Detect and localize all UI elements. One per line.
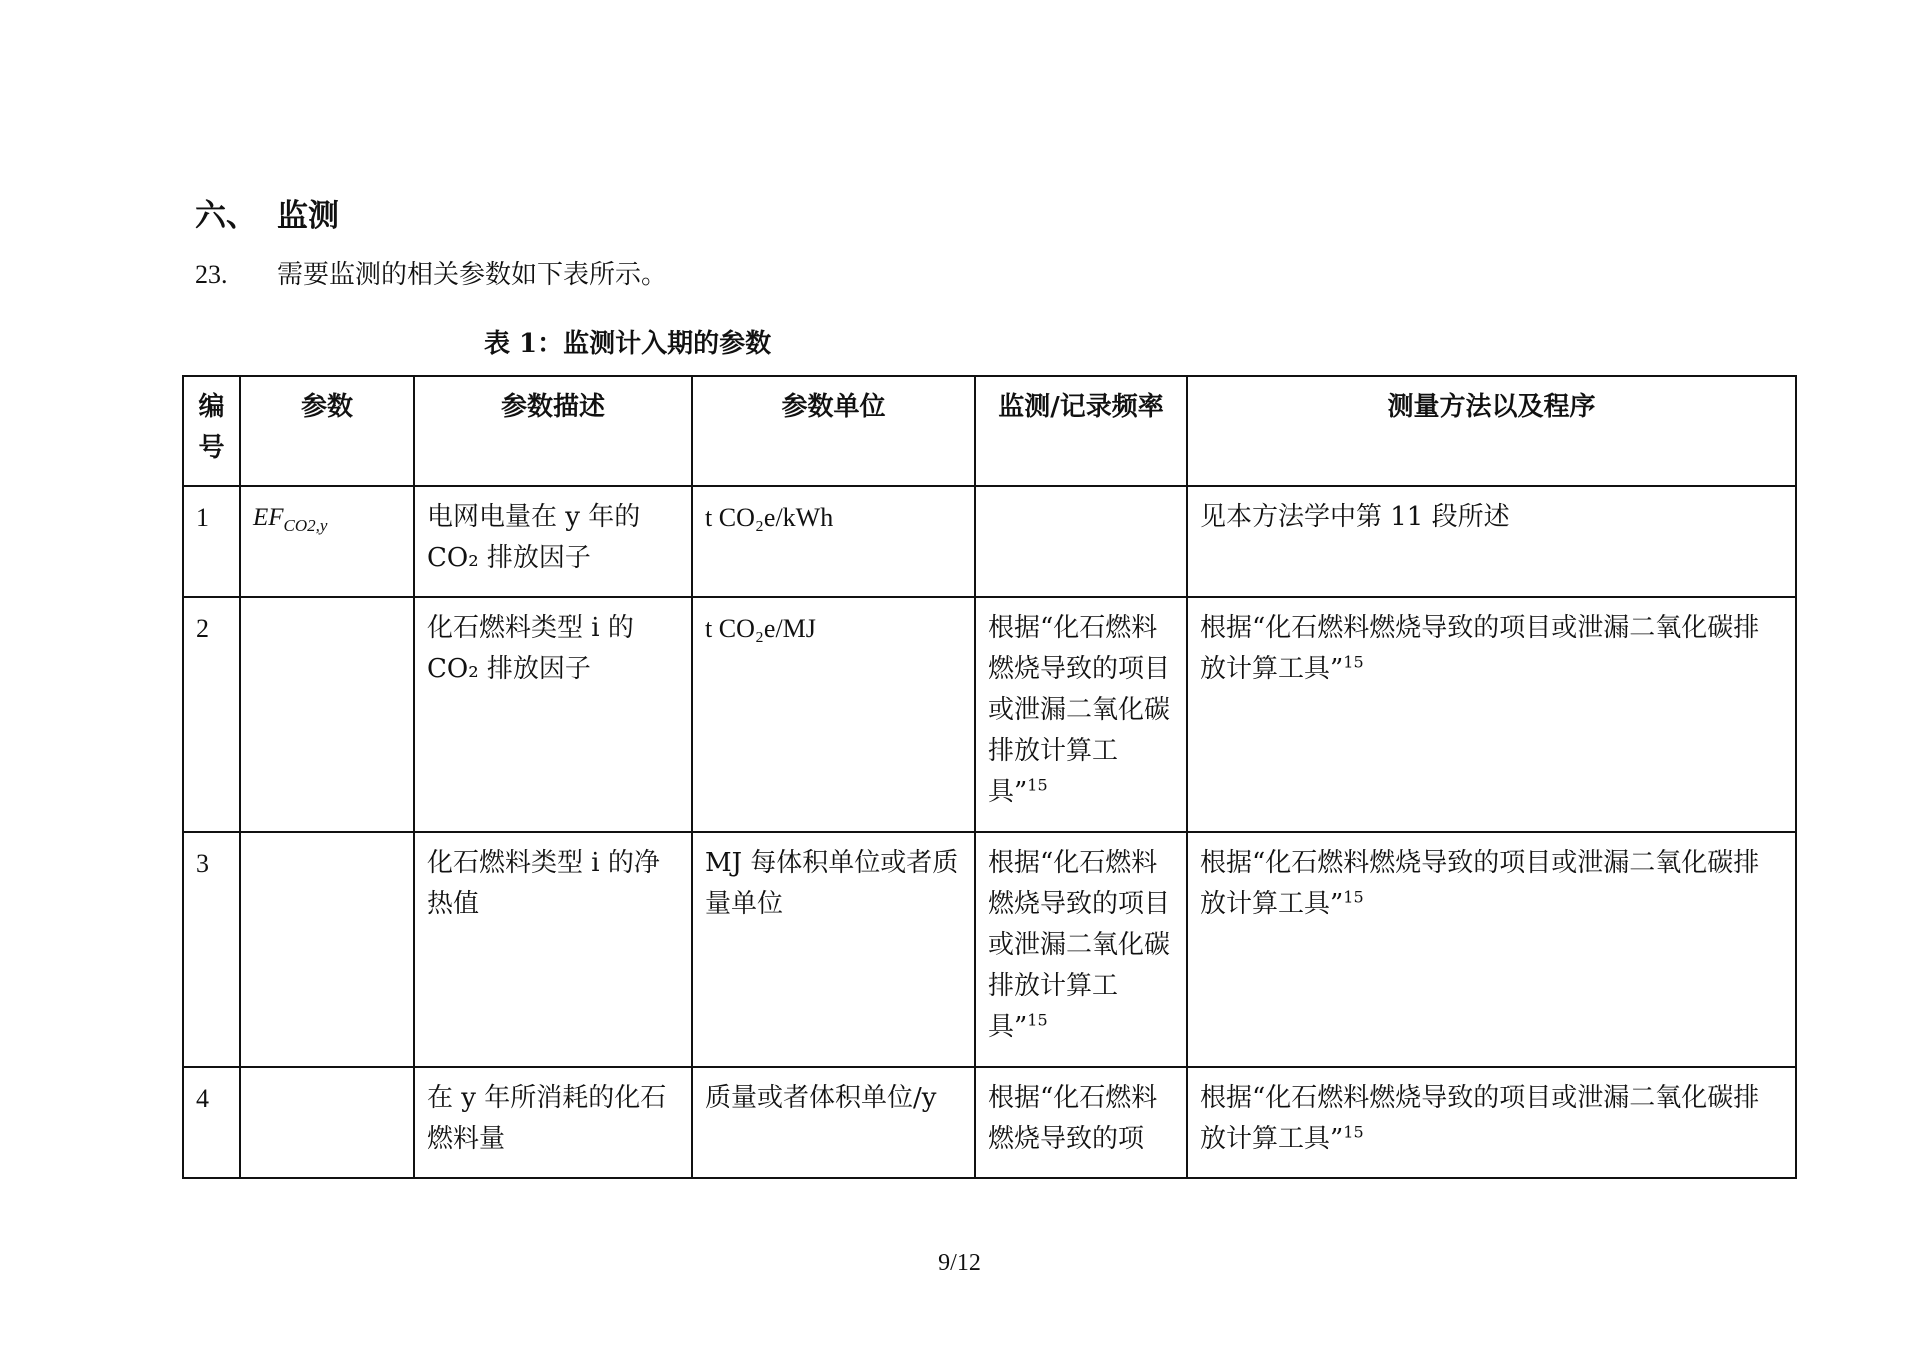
- footnote-ref[interactable]: 15: [1027, 775, 1048, 795]
- cell-unit: MJ 每体积单位或者质量单位: [692, 832, 975, 1067]
- header-description: 参数描述: [414, 376, 692, 486]
- table-caption: 表 1：监测计入期的参数: [484, 329, 772, 359]
- cell-method: [1187, 1067, 1796, 1178]
- cell-method: [1187, 832, 1796, 1067]
- cell-description: 在 y 年所消耗的化石燃料量: [414, 1067, 692, 1178]
- parameter-symbol: [253, 504, 328, 535]
- cell-number: 4: [183, 1067, 240, 1178]
- cell-number: 1: [183, 486, 240, 597]
- cell-parameter: [240, 597, 414, 832]
- footnote-ref[interactable]: 15: [1343, 1122, 1364, 1142]
- header-number-label: 编号: [198, 392, 225, 463]
- footnote-ref[interactable]: 15: [1027, 1010, 1048, 1030]
- paragraph-number: 23.: [195, 260, 228, 289]
- table-row: [183, 1067, 1796, 1178]
- method-text: 根据“化石燃料燃烧导致的项目或泄漏二氧化碳排放计算工具”: [1200, 848, 1760, 919]
- header-method: 测量方法以及程序: [1187, 376, 1796, 486]
- header-parameter: 参数: [240, 376, 414, 486]
- method-text: 根据“化石燃料燃烧导致的项目或泄漏二氧化碳排放计算工具”: [1200, 613, 1760, 684]
- section-heading: [195, 196, 339, 236]
- cell-frequency: [975, 597, 1187, 832]
- cell-description: 化石燃料类型 i 的净热值: [414, 832, 692, 1067]
- footnote-ref[interactable]: 15: [1343, 652, 1364, 672]
- cell-description: 电网电量在 y 年的 CO₂ 排放因子: [414, 486, 692, 597]
- cell-frequency: [975, 486, 1187, 597]
- parameter-base: EF: [253, 504, 284, 531]
- cell-frequency: [975, 832, 1187, 1067]
- footnote-ref[interactable]: 15: [1343, 887, 1364, 907]
- cell-unit: 质量或者体积单位/y: [692, 1067, 975, 1178]
- cell-method: 见本方法学中第 11 段所述: [1187, 486, 1796, 597]
- section-title: 监测: [277, 198, 339, 234]
- cell-parameter: [240, 1067, 414, 1178]
- paragraph-text: 需要监测的相关参数如下表所示。: [277, 260, 668, 290]
- section-number: 六、: [195, 198, 257, 234]
- header-number: [183, 376, 240, 486]
- cell-number: 2: [183, 597, 240, 832]
- cell-unit: t CO₂e/MJ: [692, 597, 975, 832]
- cell-parameter: [240, 486, 414, 597]
- cell-description: 化石燃料类型 i 的 CO₂ 排放因子: [414, 597, 692, 832]
- table-row: [183, 486, 1796, 597]
- table-row: [183, 597, 1796, 832]
- frequency-text: 根据“化石燃料燃烧导致的项目或泄漏二氧化碳排放计算工具”: [988, 848, 1171, 1042]
- parameter-subscript: CO2,y: [283, 516, 328, 535]
- table-row: [183, 832, 1796, 1067]
- header-unit: 参数单位: [692, 376, 975, 486]
- cell-number: 3: [183, 832, 240, 1067]
- monitoring-parameters-table: [182, 375, 1797, 1179]
- cell-method: [1187, 597, 1796, 832]
- cell-unit: t CO₂e/kWh: [692, 486, 975, 597]
- cell-parameter: [240, 832, 414, 1067]
- method-text: 根据“化石燃料燃烧导致的项目或泄漏二氧化碳排放计算工具”: [1200, 1083, 1760, 1154]
- table-header-row: [183, 376, 1796, 486]
- header-frequency: 监测/记录频率: [975, 376, 1187, 486]
- page-number: 9/12: [938, 1250, 981, 1276]
- paragraph: [195, 255, 667, 295]
- frequency-text: 根据“化石燃料燃烧导致的项目或泄漏二氧化碳排放计算工具”: [988, 613, 1171, 807]
- cell-frequency: 根据“化石燃料燃烧导致的项: [975, 1067, 1187, 1178]
